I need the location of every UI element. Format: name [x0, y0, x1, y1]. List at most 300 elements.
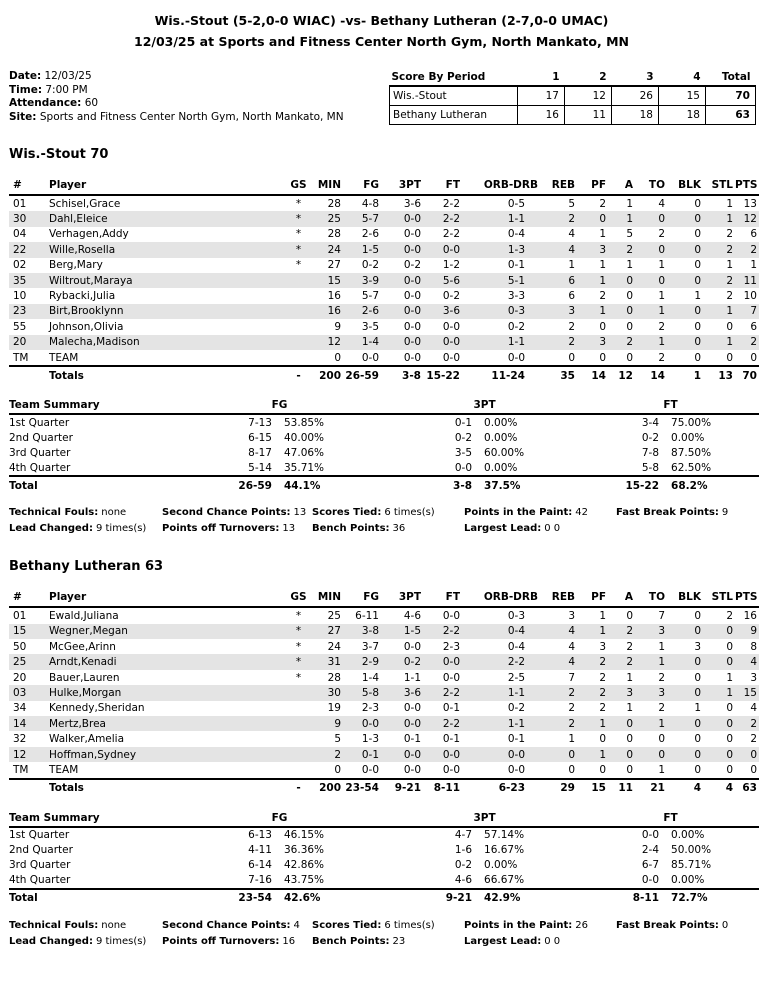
player-name: Johnson,Olivia: [49, 320, 124, 333]
player-number: 20: [13, 336, 27, 349]
ft-pct: 50.00%: [671, 844, 712, 857]
player-min: 25: [327, 609, 341, 622]
player-ft: 2-2: [442, 625, 460, 638]
player-a: 0: [626, 763, 633, 776]
player-stl: 0: [726, 320, 733, 333]
quarter-label: 2nd Quarter: [9, 431, 73, 444]
quarter-summary-row: [9, 445, 759, 460]
total-ft-pct: 72.7%: [659, 889, 759, 907]
player-ft: 0-0: [442, 351, 460, 364]
player-3pt: 0-2: [403, 656, 421, 669]
player-a: 2: [626, 656, 633, 669]
lead-changed: Lead Changed: 9 times(s): [9, 935, 147, 947]
player-stl: 2: [726, 290, 733, 303]
player-fg: 2-6: [361, 305, 379, 318]
player-name: Malecha,Madison: [49, 336, 140, 349]
player-pf: 1: [599, 259, 606, 272]
player-to: 2: [658, 671, 665, 684]
player-number: 15: [13, 625, 27, 638]
ft-made-att: 7-8: [641, 446, 660, 459]
player-a: 2: [626, 640, 633, 653]
player-blk: 0: [694, 320, 701, 333]
totals-pts: 63: [735, 779, 759, 797]
player-gs: *: [295, 197, 302, 210]
player-stl: 0: [726, 640, 733, 653]
player-min: 24: [327, 243, 341, 256]
player-a: 0: [626, 290, 633, 303]
player-a: 5: [626, 228, 633, 241]
player-blk: 0: [694, 717, 701, 730]
player-orb-drb: 0-0: [507, 748, 525, 761]
player-fg: 1-5: [361, 243, 379, 256]
player-name: Schisel,Grace: [49, 197, 121, 210]
player-fg: 2-3: [361, 702, 379, 715]
3pt-pct: 0.00%: [484, 416, 518, 429]
team-summary-header: [9, 810, 759, 827]
player-gs: [285, 273, 312, 288]
player-to: 1: [658, 336, 665, 349]
team-heading-bethany: Bethany Lutheran 63: [9, 559, 164, 575]
totals-a: 12: [608, 366, 635, 384]
player-reb: 6: [568, 290, 575, 303]
fg-made-att: 6-13: [248, 829, 272, 842]
fg-pct: 53.85%: [284, 416, 325, 429]
player-pf: 2: [599, 290, 606, 303]
player-to: 2: [658, 702, 665, 715]
team-summary-title: Team Summary: [9, 810, 172, 827]
quarter-label: 2nd Quarter: [9, 844, 73, 857]
player-a: 0: [626, 320, 633, 333]
player-ft: 2-2: [442, 213, 460, 226]
player-fg: 1-3: [361, 733, 379, 746]
player-min: 9: [334, 717, 341, 730]
team-summary-title: Team Summary: [9, 397, 172, 414]
player-reb: 2: [568, 717, 575, 730]
col-number: #: [9, 177, 45, 195]
player-number: 55: [13, 320, 27, 333]
player-min: 24: [327, 640, 341, 653]
player-reb: 3: [568, 609, 575, 622]
player-ft: 0-1: [442, 702, 460, 715]
player-blk: 0: [694, 274, 701, 287]
player-ft: 0-0: [442, 243, 460, 256]
totals-pts: 70: [735, 366, 759, 384]
player-fg: 0-1: [361, 748, 379, 761]
total-3pt-pct: 37.5%: [472, 476, 582, 494]
player-reb: 0: [568, 351, 575, 364]
player-a: 1: [626, 259, 633, 272]
player-ft: 0-1: [442, 733, 460, 746]
player-to: 1: [658, 290, 665, 303]
summary-total-row: [9, 476, 759, 494]
player-ft: 0-0: [442, 609, 460, 622]
player-ft: 0-2: [442, 290, 460, 303]
player-stl: 1: [726, 213, 733, 226]
player-number: 34: [13, 702, 27, 715]
player-gs: *: [295, 228, 302, 241]
player-reb: 1: [568, 259, 575, 272]
player-a: 0: [626, 609, 633, 622]
player-blk: 0: [694, 336, 701, 349]
player-fg: 1-4: [361, 336, 379, 349]
player-pf: 2: [599, 686, 606, 699]
player-name: Rybacki,Julia: [49, 290, 116, 303]
quarter-label: 3rd Quarter: [9, 446, 71, 459]
player-pts: 0: [750, 763, 757, 776]
player-fg: 3-8: [361, 625, 379, 638]
player-min: 0: [334, 763, 341, 776]
player-fg: 0-0: [361, 717, 379, 730]
totals-to: 21: [635, 779, 667, 797]
player-a: 3: [626, 686, 633, 699]
game-info: [9, 70, 389, 125]
player-row: [9, 335, 759, 350]
player-stl: 0: [726, 351, 733, 364]
player-number: TM: [13, 351, 29, 364]
fg-pct: 36.36%: [284, 844, 325, 857]
fg-made-att: 6-15: [248, 431, 272, 444]
col-player: Player: [45, 177, 285, 195]
player-name: Birt,Brooklynn: [49, 305, 124, 318]
player-pts: 7: [750, 305, 757, 318]
col-pts: PTS: [735, 589, 759, 607]
ft-made-att: 3-4: [641, 416, 660, 429]
3pt-pct: 0.00%: [484, 431, 518, 444]
totals-pf: 14: [577, 366, 608, 384]
player-gs: [285, 288, 312, 303]
player-a: 0: [626, 748, 633, 761]
player-stl: 0: [726, 748, 733, 761]
largest-lead: Largest Lead: 0 0: [464, 523, 561, 535]
points-in-paint: Points in the Paint: 26: [464, 919, 589, 931]
player-gs: *: [295, 640, 302, 653]
ft-pct: 62.50%: [671, 461, 712, 474]
player-a: 0: [626, 305, 633, 318]
player-reb: 2: [568, 320, 575, 333]
col-number: #: [9, 589, 45, 607]
player-min: 28: [327, 197, 341, 210]
player-gs: [285, 335, 312, 350]
player-name: McGee,Arinn: [49, 640, 116, 653]
player-pf: 3: [599, 640, 606, 653]
box-table-header: [9, 177, 759, 195]
player-pf: 2: [599, 197, 606, 210]
fg-pct: 47.06%: [284, 446, 325, 459]
player-blk: 0: [694, 305, 701, 318]
ft-pct: 0.00%: [671, 431, 705, 444]
second-chance-points: Second Chance Points: 4: [162, 919, 300, 931]
player-ft: 0-0: [442, 320, 460, 333]
player-min: 9: [334, 320, 341, 333]
player-3pt: 0-0: [403, 748, 421, 761]
player-blk: 0: [694, 609, 701, 622]
quarter-summary-row: [9, 460, 759, 476]
total-ft-pct: 68.2%: [659, 476, 759, 494]
player-name: Walker,Amelia: [49, 733, 125, 746]
totals-gs: -: [285, 366, 312, 384]
ft-made-att: 0-0: [641, 829, 660, 842]
fg-pct: 46.15%: [284, 829, 325, 842]
player-gs: *: [295, 625, 302, 638]
q1-score: 16: [518, 106, 565, 125]
stout-box-table: [9, 177, 759, 384]
player-orb-drb: 0-2: [507, 702, 525, 715]
totals-row: [9, 366, 759, 384]
player-number: 23: [13, 305, 27, 318]
player-3pt: 0-0: [403, 243, 421, 256]
team-name: Wis.-Stout: [390, 86, 518, 106]
player-ft: 2-2: [442, 197, 460, 210]
player-min: 31: [327, 656, 341, 669]
player-reb: 2: [568, 686, 575, 699]
totals-reb: 35: [540, 366, 577, 384]
points-off-turnovers: Points off Turnovers: 16: [162, 935, 296, 947]
player-name: Hoffman,Sydney: [49, 748, 137, 761]
player-name: Ewald,Juliana: [49, 609, 119, 622]
q2-score: 11: [565, 106, 612, 125]
3pt-made-att: 0-2: [454, 431, 473, 444]
summary-fg-header: FG: [172, 397, 387, 414]
player-row: [9, 211, 759, 226]
player-pf: 1: [599, 305, 606, 318]
ft-pct: 0.00%: [671, 829, 705, 842]
player-row: [9, 288, 759, 303]
ft-pct: 85.71%: [671, 859, 712, 872]
player-orb-drb: 5-1: [507, 274, 525, 287]
player-name: Hulke,Morgan: [49, 686, 122, 699]
player-3pt: 0-1: [403, 733, 421, 746]
player-row: [9, 685, 759, 700]
player-name: Bauer,Lauren: [49, 671, 120, 684]
player-number: 32: [13, 733, 27, 746]
player-pts: 12: [743, 213, 757, 226]
player-to: 1: [658, 259, 665, 272]
player-name: Berg,Mary: [49, 259, 103, 272]
player-orb-drb: 0-1: [507, 733, 525, 746]
player-blk: 1: [694, 290, 701, 303]
player-blk: 0: [694, 656, 701, 669]
player-pts: 1: [750, 259, 757, 272]
total-3pt: 3-8: [387, 476, 472, 494]
player-orb-drb: 1-1: [507, 686, 525, 699]
lead-changed: Lead Changed: 9 times(s): [9, 523, 147, 535]
player-orb-drb: 0-4: [507, 625, 525, 638]
game-meta-block: [9, 70, 759, 125]
player-name: TEAM: [49, 763, 79, 776]
score-row: [390, 106, 756, 125]
totals-to: 14: [635, 366, 667, 384]
player-3pt: 0-0: [403, 336, 421, 349]
player-to: 0: [658, 748, 665, 761]
player-gs: [285, 304, 312, 319]
player-number: 01: [13, 197, 27, 210]
total-fg-pct: 42.6%: [272, 889, 387, 907]
q4-score: 15: [659, 86, 706, 106]
player-orb-drb: 1-1: [507, 717, 525, 730]
player-row: [9, 747, 759, 762]
player-number: TM: [13, 763, 29, 776]
player-stl: 1: [726, 197, 733, 210]
player-3pt: 0-0: [403, 717, 421, 730]
player-reb: 4: [568, 625, 575, 638]
player-to: 1: [658, 763, 665, 776]
player-row: [9, 701, 759, 716]
box-table-header: [9, 589, 759, 607]
bethany-box-table: [9, 589, 759, 796]
col-orb-drb: ORB-DRB: [462, 589, 540, 607]
player-3pt: 0-0: [403, 290, 421, 303]
totals-blk: 4: [667, 779, 703, 797]
summary-total-row: [9, 889, 759, 907]
fast-break-points: Fast Break Points: 9: [616, 507, 729, 519]
player-pf: 0: [599, 763, 606, 776]
player-orb-drb: 1-1: [507, 336, 525, 349]
player-ft: 2-3: [442, 640, 460, 653]
total-fg: 23-54: [172, 889, 272, 907]
player-gs: *: [295, 656, 302, 669]
player-pf: 2: [599, 656, 606, 669]
points-off-turnovers: Points off Turnovers: 13: [162, 523, 296, 535]
player-reb: 1: [568, 733, 575, 746]
3pt-made-att: 0-0: [454, 461, 473, 474]
player-blk: 0: [694, 259, 701, 272]
totals-stl: 13: [703, 366, 735, 384]
player-3pt: 0-0: [403, 351, 421, 364]
quarter-label: 3rd Quarter: [9, 859, 71, 872]
player-min: 19: [327, 702, 341, 715]
totals-3pt: 3-8: [381, 366, 423, 384]
player-to: 0: [658, 274, 665, 287]
quarter-summary-row: [9, 414, 759, 430]
player-orb-drb: 0-4: [507, 640, 525, 653]
fg-made-att: 6-14: [248, 859, 272, 872]
player-to: 2: [658, 351, 665, 364]
quarter-summary-row: [9, 827, 759, 843]
stout-team-summary: [9, 397, 759, 494]
player-gs: [285, 762, 312, 778]
3pt-pct: 57.14%: [484, 829, 525, 842]
col-fg: FG: [343, 589, 381, 607]
player-pts: 13: [743, 197, 757, 210]
player-ft: 5-6: [442, 274, 460, 287]
player-3pt: 0-2: [403, 259, 421, 272]
player-pts: 11: [743, 274, 757, 287]
game-date: Date: 12/03/25: [9, 70, 92, 82]
col-orb-drb: ORB-DRB: [462, 177, 540, 195]
player-pts: 2: [750, 243, 757, 256]
quarter-summary-row: [9, 858, 759, 873]
scores-tied: Scores Tied: 6 times(s): [312, 507, 435, 519]
player-blk: 0: [694, 228, 701, 241]
player-fg: 3-9: [361, 274, 379, 287]
player-fg: 3-7: [361, 640, 379, 653]
player-row: [9, 350, 759, 366]
player-number: 03: [13, 686, 27, 699]
totals-label: Totals: [45, 779, 285, 797]
player-number: 22: [13, 243, 27, 256]
player-min: 28: [327, 671, 341, 684]
player-a: 2: [626, 243, 633, 256]
ft-pct: 75.00%: [671, 416, 712, 429]
fg-pct: 40.00%: [284, 431, 325, 444]
player-blk: 0: [694, 243, 701, 256]
player-fg: 5-7: [361, 213, 379, 226]
player-a: 1: [626, 213, 633, 226]
player-pts: 2: [750, 733, 757, 746]
player-gs: [285, 747, 312, 762]
quarter-label: 1st Quarter: [9, 829, 70, 842]
player-a: 1: [626, 671, 633, 684]
q3-score: 18: [612, 106, 659, 125]
col-gs: GS: [285, 589, 312, 607]
player-name: Mertz,Brea: [49, 717, 106, 730]
3pt-pct: 60.00%: [484, 446, 525, 459]
total-header: Total: [706, 70, 756, 86]
summary-total-label: Total: [9, 889, 172, 907]
player-min: 15: [327, 274, 341, 287]
player-number: 01: [13, 609, 27, 622]
player-3pt: 1-5: [403, 625, 421, 638]
player-reb: 4: [568, 656, 575, 669]
player-a: 0: [626, 351, 633, 364]
ft-made-att: 0-2: [641, 431, 660, 444]
player-to: 1: [658, 717, 665, 730]
quarter-label: 1st Quarter: [9, 416, 70, 429]
totals-3pt: 9-21: [381, 779, 423, 797]
totals-fg: 23-54: [343, 779, 381, 797]
period-4-header: 4: [659, 70, 706, 86]
player-stl: 2: [726, 609, 733, 622]
player-reb: 2: [568, 702, 575, 715]
player-gs: *: [295, 259, 302, 272]
player-min: 16: [327, 290, 341, 303]
score-by-period-header: [390, 70, 756, 86]
player-number: 35: [13, 274, 27, 287]
player-to: 0: [658, 213, 665, 226]
player-row: [9, 258, 759, 273]
fg-pct: 42.86%: [284, 859, 325, 872]
player-a: 0: [626, 717, 633, 730]
col-ft: FT: [423, 589, 462, 607]
player-number: 02: [13, 259, 27, 272]
total-ft: 15-22: [582, 476, 659, 494]
player-pf: 1: [599, 625, 606, 638]
col-stl: STL: [703, 589, 735, 607]
player-pts: 0: [750, 351, 757, 364]
3pt-pct: 0.00%: [484, 859, 518, 872]
col-a: A: [608, 177, 635, 195]
player-to: 2: [658, 320, 665, 333]
score-row: [390, 86, 756, 106]
col-pts: PTS: [735, 177, 759, 195]
player-reb: 4: [568, 228, 575, 241]
player-stl: 1: [726, 305, 733, 318]
fast-break-points: Fast Break Points: 0: [616, 919, 729, 931]
player-pf: 1: [599, 748, 606, 761]
player-reb: 4: [568, 640, 575, 653]
player-pts: 4: [750, 656, 757, 669]
player-pts: 15: [743, 686, 757, 699]
player-pts: 9: [750, 625, 757, 638]
technical-fouls: Technical Fouls: none: [9, 507, 127, 519]
player-ft: 0-0: [442, 763, 460, 776]
player-stl: 0: [726, 763, 733, 776]
totals-min: 200: [312, 779, 343, 797]
player-pts: 4: [750, 702, 757, 715]
player-gs: *: [295, 671, 302, 684]
player-orb-drb: 3-3: [507, 290, 525, 303]
q3-score: 26: [612, 86, 659, 106]
